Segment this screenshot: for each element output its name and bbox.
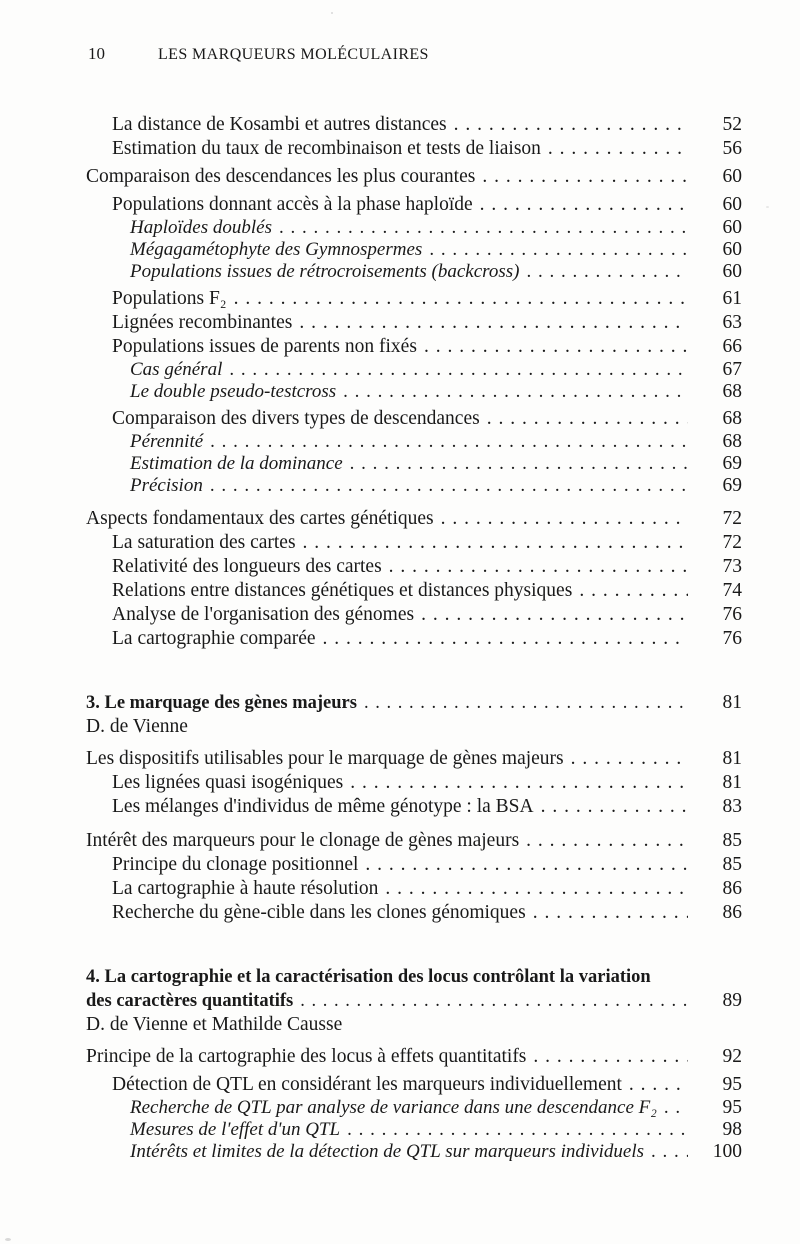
toc-entry bbox=[86, 137, 742, 161]
toc-entry-page: 61 bbox=[722, 288, 742, 309]
dot-leader bbox=[480, 193, 688, 217]
toc-entry-page: 86 bbox=[722, 902, 742, 923]
dot-leader bbox=[487, 407, 688, 431]
dot-leader bbox=[389, 555, 688, 579]
toc-entry-title: Les lignées quasi isogéniques bbox=[112, 772, 344, 793]
toc-entry bbox=[86, 359, 742, 381]
toc-entry-title: des caractères quantitatifs bbox=[86, 991, 294, 1011]
toc-entry-title: Comparaison des divers types de descendances bbox=[112, 408, 480, 429]
toc-entry-page: 63 bbox=[722, 312, 742, 333]
toc-entry-title: Précision bbox=[130, 475, 203, 496]
toc-entry bbox=[86, 239, 742, 261]
toc-entry-title: Détection de QTL en considérant les marqueurs individuellement bbox=[112, 1074, 622, 1095]
toc-entry bbox=[86, 603, 742, 627]
toc-entry-page: 67 bbox=[722, 359, 742, 380]
dot-leader bbox=[441, 507, 688, 531]
toc-entry-title: D. de Vienne bbox=[86, 716, 188, 737]
toc-chapter-entry bbox=[86, 989, 742, 1013]
dot-leader bbox=[350, 771, 688, 795]
dot-leader bbox=[229, 359, 688, 381]
toc-entry bbox=[86, 853, 742, 877]
toc-entry bbox=[86, 287, 742, 311]
toc-entry-page: 72 bbox=[722, 532, 742, 553]
toc-entry-title: La distance de Kosambi et autres distances bbox=[112, 114, 447, 135]
toc-entry bbox=[86, 531, 742, 555]
toc-entry-page: 95 bbox=[722, 1097, 742, 1118]
dot-leader bbox=[421, 603, 688, 627]
toc-entry-page: 76 bbox=[722, 604, 742, 625]
toc-entry-title: Cas général bbox=[130, 359, 223, 380]
toc-entry-page: 68 bbox=[722, 408, 742, 429]
toc-entry-title: 3. Le marquage des gènes majeurs bbox=[86, 693, 357, 713]
scan-speck bbox=[331, 12, 333, 14]
toc-entry-title: Principe du clonage positionnel bbox=[112, 854, 359, 875]
toc-entry-page: 69 bbox=[722, 453, 742, 474]
toc-entry bbox=[86, 113, 742, 137]
toc-entry bbox=[86, 507, 742, 531]
dot-leader bbox=[299, 311, 688, 335]
toc-entry-page: 86 bbox=[722, 878, 742, 899]
dot-leader bbox=[429, 239, 688, 261]
toc-entry-title: D. de Vienne et Mathilde Causse bbox=[86, 1014, 343, 1035]
dot-leader bbox=[385, 877, 688, 901]
toc-entry-page: 66 bbox=[722, 336, 742, 357]
toc-entry-page: 60 bbox=[722, 217, 742, 238]
toc-entry-title: Populations issues de rétrocroisements (backcross) bbox=[130, 261, 520, 282]
toc-entry bbox=[86, 1097, 742, 1119]
dot-leader bbox=[365, 853, 688, 877]
toc-entry-page: 52 bbox=[722, 114, 742, 135]
page-number: 10 bbox=[88, 44, 105, 63]
toc-entry-title: Populations donnant accès à la phase haploïde bbox=[112, 194, 473, 215]
toc-entry bbox=[86, 453, 742, 475]
dot-leader bbox=[579, 579, 688, 603]
toc-entry-page: 95 bbox=[722, 1074, 742, 1095]
dot-leader bbox=[571, 747, 688, 771]
toc-entry-title: La cartographie comparée bbox=[112, 628, 316, 649]
toc-entry bbox=[86, 311, 742, 335]
dot-leader bbox=[279, 217, 688, 239]
running-title: LES MARQUEURS MOLÉCULAIRES bbox=[158, 46, 429, 63]
toc-entry-title: Mégagamétophyte des Gymnospermes bbox=[130, 239, 423, 260]
toc-entry-title: Relations entre distances génétiques et distances physiques bbox=[112, 580, 573, 601]
toc-entry-page: 60 bbox=[722, 194, 742, 215]
toc-entry-page: 68 bbox=[722, 431, 742, 452]
dot-leader bbox=[664, 1097, 688, 1119]
toc-entry-title: La cartographie à haute résolution bbox=[112, 878, 379, 899]
toc-chapter-entry bbox=[86, 691, 742, 715]
toc-entry-page: 60 bbox=[722, 239, 742, 260]
toc-entry bbox=[86, 165, 742, 189]
toc-entry bbox=[86, 771, 742, 795]
dot-leader bbox=[343, 381, 688, 403]
dot-leader bbox=[323, 627, 688, 651]
dot-leader bbox=[350, 453, 688, 475]
toc-entry-title: Estimation de la dominance bbox=[130, 453, 343, 474]
toc-entry bbox=[86, 1119, 742, 1141]
toc-entry-page: 69 bbox=[722, 475, 742, 496]
toc-entry bbox=[86, 335, 742, 359]
toc-entry-title: Mesures de l'effet d'un QTL bbox=[130, 1119, 341, 1140]
toc-entry-page: 68 bbox=[722, 381, 742, 402]
toc-entry-page: 85 bbox=[722, 854, 742, 875]
toc-entry-page: 81 bbox=[722, 692, 742, 713]
toc-entry-page: 92 bbox=[722, 1046, 742, 1067]
toc-entry bbox=[86, 431, 742, 453]
toc-entry bbox=[86, 795, 742, 819]
dot-leader bbox=[526, 829, 688, 853]
toc-entry bbox=[86, 217, 742, 239]
toc-entry bbox=[86, 579, 742, 603]
dot-leader bbox=[651, 1141, 688, 1163]
toc-entry-page: 98 bbox=[722, 1119, 742, 1140]
dot-leader bbox=[454, 113, 688, 137]
dot-leader bbox=[482, 165, 688, 189]
toc-entry-title: Recherche du gène-cible dans les clones génomiques bbox=[112, 902, 526, 923]
toc-entry-page: 74 bbox=[722, 580, 742, 601]
dot-leader bbox=[234, 287, 688, 311]
dot-leader bbox=[541, 795, 688, 819]
toc-entry bbox=[86, 555, 742, 579]
toc-entry-title: Relativité des longueurs des cartes bbox=[112, 556, 382, 577]
toc-entry bbox=[86, 627, 742, 651]
toc-entry bbox=[86, 407, 742, 431]
toc-entry-title: Analyse de l'organisation des génomes bbox=[112, 604, 415, 625]
scan-speck bbox=[5, 1238, 11, 1241]
dot-leader bbox=[526, 261, 688, 283]
dot-leader bbox=[347, 1119, 688, 1141]
table-of-contents bbox=[0, 113, 800, 1163]
toc-entry-title: Pérennité bbox=[130, 431, 204, 452]
toc-author-line bbox=[86, 1013, 742, 1037]
toc-entry-title: Le double pseudo-testcross bbox=[130, 381, 337, 402]
toc-entry-page: 73 bbox=[722, 556, 742, 577]
toc-entry-page: 83 bbox=[722, 796, 742, 817]
toc-entry bbox=[86, 1141, 742, 1163]
toc-entry-title: 4. La cartographie et la caractérisation des locus contrôlant la variation bbox=[86, 967, 651, 987]
toc-entry-title: Principe de la cartographie des locus à effets quantitatifs bbox=[86, 1046, 527, 1067]
toc-entry bbox=[86, 475, 742, 497]
toc-entry bbox=[86, 261, 742, 283]
toc-entry bbox=[86, 193, 742, 217]
toc-entry bbox=[86, 877, 742, 901]
dot-leader bbox=[533, 1045, 688, 1069]
toc-entry-title: Haploïdes doublés bbox=[130, 217, 272, 238]
toc-entry-title: La saturation des cartes bbox=[112, 532, 296, 553]
scan-speck bbox=[766, 206, 769, 208]
toc-entry bbox=[86, 381, 742, 403]
toc-entry-page: 81 bbox=[722, 772, 742, 793]
dot-leader bbox=[210, 431, 688, 453]
toc-entry-page: 72 bbox=[722, 508, 742, 529]
running-header bbox=[0, 0, 800, 65]
toc-entry-page: 60 bbox=[722, 166, 742, 187]
dot-leader bbox=[300, 989, 688, 1013]
dot-leader bbox=[210, 475, 688, 497]
toc-entry-page: 85 bbox=[722, 830, 742, 851]
toc-entry-title: Populations issues de parents non fixés bbox=[112, 336, 417, 357]
dot-leader bbox=[548, 137, 688, 161]
dot-leader bbox=[364, 691, 688, 715]
dot-leader bbox=[629, 1073, 688, 1097]
toc-entry bbox=[86, 747, 742, 771]
toc-entry bbox=[86, 1073, 742, 1097]
toc-entry-page: 76 bbox=[722, 628, 742, 649]
toc-entry-page: 81 bbox=[722, 748, 742, 769]
toc-entry-page: 56 bbox=[722, 138, 742, 159]
toc-entry-title: Populations F₂ bbox=[112, 288, 227, 309]
toc-entry bbox=[86, 901, 742, 925]
toc-entry-title: Les dispositifs utilisables pour le marquage de gènes majeurs bbox=[86, 748, 564, 769]
toc-entry-page: 89 bbox=[722, 990, 742, 1011]
toc-entry-title: Intérêt des marqueurs pour le clonage de gènes majeurs bbox=[86, 830, 520, 851]
toc-entry-title: Intérêts et limites de la détection de QTL sur marqueurs individuels bbox=[130, 1141, 645, 1162]
toc-entry-title: Lignées recombinantes bbox=[112, 312, 293, 333]
dot-leader bbox=[533, 901, 688, 925]
toc-entry-page: 60 bbox=[722, 261, 742, 282]
dot-leader bbox=[303, 531, 688, 555]
toc-entry-title: Comparaison des descendances les plus courantes bbox=[86, 166, 476, 187]
toc-entry bbox=[86, 1045, 742, 1069]
toc-entry-title: Recherche de QTL par analyse de variance dans une descendance F₂ bbox=[130, 1097, 657, 1118]
toc-entry-title: Aspects fondamentaux des cartes génétiques bbox=[86, 508, 434, 529]
toc-entry bbox=[86, 829, 742, 853]
toc-chapter-entry bbox=[86, 965, 742, 989]
toc-entry-title: Les mélanges d'individus de même génotype : la BSA bbox=[112, 796, 534, 817]
toc-entry-title: Estimation du taux de recombinaison et tests de liaison bbox=[112, 138, 541, 159]
dot-leader bbox=[424, 335, 688, 359]
toc-author-line bbox=[86, 715, 742, 739]
toc-entry-page: 100 bbox=[712, 1141, 742, 1162]
